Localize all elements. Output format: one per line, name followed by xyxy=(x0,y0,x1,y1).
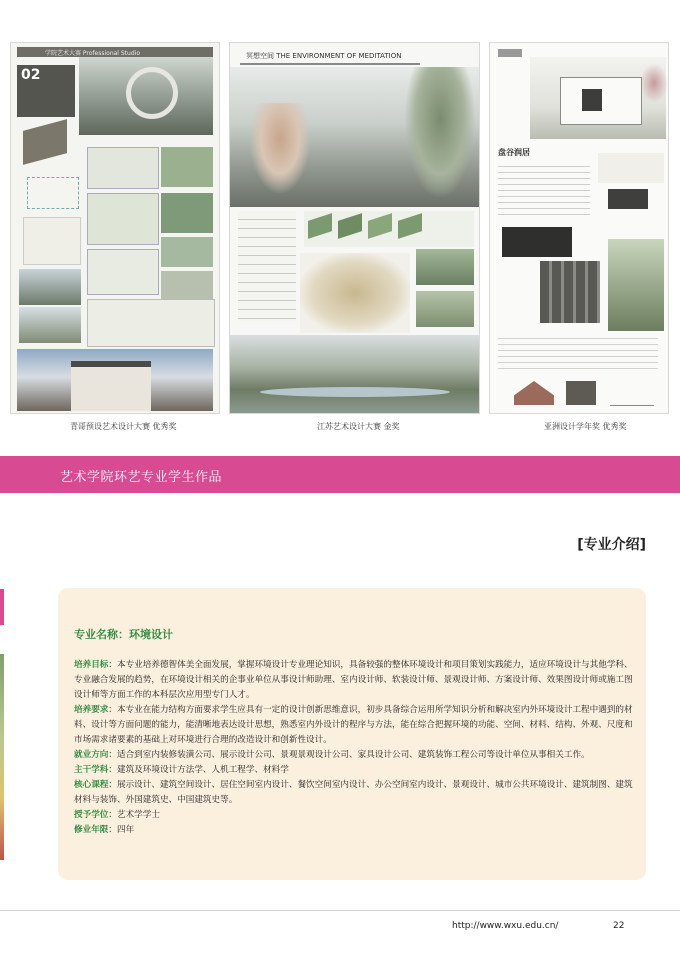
text-block-2 xyxy=(498,333,658,373)
diagram xyxy=(27,177,79,209)
intro-item xyxy=(74,748,634,763)
photo-small xyxy=(566,381,596,405)
section-band xyxy=(0,456,680,493)
photo-dark-1 xyxy=(502,227,572,257)
major-label: 专业名称： xyxy=(74,628,129,641)
major-intro-box xyxy=(58,588,646,880)
tree-canopy xyxy=(405,67,475,197)
building-shape xyxy=(71,361,151,411)
house-window xyxy=(582,89,602,111)
section-diagram xyxy=(238,211,296,321)
bamboo-render xyxy=(608,239,664,331)
item-text: 展示设计、建筑空间设计、居住空间室内设计、餐饮空间室内设计、办公空间室内设计、景观设计、城市公共环境设计、建筑制图、建筑材料与装饰、外国建筑史、中国建筑史等。 xyxy=(74,780,633,805)
section-title: [专业介绍] xyxy=(577,537,646,553)
poster-2 xyxy=(229,42,480,414)
item-label: 主干学科： xyxy=(74,765,117,775)
intro-item xyxy=(74,703,634,748)
house-thumb xyxy=(608,189,648,209)
intro-item xyxy=(74,778,634,808)
render-small-2 xyxy=(19,307,81,343)
text-block-1 xyxy=(498,161,590,217)
intro-item xyxy=(74,658,634,703)
item-text: 本专业培养德智体美全面发展，掌握环境设计专业理论知识，具备较强的整体环境设计和项目策划实践能力，适应环境设计与其他学科、专业融合发展的趋势，在环境设计相关的企事业单位从事设计师助理、室内设计师、软装设计师、景观设计师、方案设计师、效果图设计师或施工图设计师等方面工作的本科层次应用型专门人才。 xyxy=(74,660,633,700)
intro-item xyxy=(74,823,634,838)
item-text: 四年 xyxy=(116,825,135,835)
photo-1 xyxy=(161,147,213,187)
poster-3 xyxy=(489,42,669,414)
band-title: 艺术学院环艺专业学生作品 xyxy=(60,470,223,485)
site-plan xyxy=(300,253,410,333)
item-label: 核心课程： xyxy=(74,780,117,790)
footer-url-link[interactable]: http://www.wxu.edu.cn/ xyxy=(452,921,559,931)
plum-tree xyxy=(640,63,668,103)
photo-3 xyxy=(161,237,213,267)
intro-item xyxy=(74,763,634,778)
terrain-2 xyxy=(416,291,474,327)
site-model xyxy=(23,119,67,165)
item-label: 培养要求： xyxy=(74,705,117,715)
poster-title: 冥想空间 THE ENVIRONMENT OF MEDITATION xyxy=(246,52,402,60)
title-rule xyxy=(240,63,420,65)
edge-mark-image xyxy=(0,654,4,860)
wetland-render xyxy=(230,335,479,413)
edge-mark-pink xyxy=(0,589,4,625)
poster-3-caption: 亚洲设计学年奖 优秀奖 xyxy=(544,422,627,431)
map xyxy=(598,153,664,183)
page-number: 22 xyxy=(613,921,625,931)
autumn-tree xyxy=(250,103,310,193)
item-label: 培养目标： xyxy=(74,660,117,670)
poster-1 xyxy=(10,42,220,414)
moon-gate xyxy=(126,67,178,119)
elevation xyxy=(87,299,215,347)
photo-2 xyxy=(161,193,213,233)
plan-2 xyxy=(87,193,159,245)
poster-logo xyxy=(498,49,522,57)
poster-badge: 02 xyxy=(21,67,41,83)
diagram-small xyxy=(610,381,654,406)
item-label: 授予学位： xyxy=(74,810,117,820)
major-name xyxy=(74,626,173,642)
item-label: 就业方向： xyxy=(74,750,117,760)
intro-body xyxy=(74,658,634,838)
item-text: 本专业在能力结构方面要求学生应具有一定的设计创新思维意识，初步具备综合运用所学知识分析和解决室内外环境设计工程中遇到的材料、设计等方面问题的能力，能清晰地表达设计思想，熟悉室内外设计的程序与方法，能在综合把握环境的功能、空间、材料、结构、外观、尺度和市场需求诸要素的基础上对环境进行合理的改造设计和创新性设计。 xyxy=(74,705,633,745)
poster-title: 盘谷润居 xyxy=(498,148,530,157)
plan-1 xyxy=(87,147,159,189)
render-small-1 xyxy=(19,269,81,305)
terrain-1 xyxy=(416,249,474,285)
poster-header-text: 学院艺术大赛 Professional Studio xyxy=(45,50,140,57)
photo-grid xyxy=(540,261,600,323)
item-text: 艺术学学士 xyxy=(116,810,160,820)
text-panel xyxy=(23,217,81,265)
intro-item xyxy=(74,808,634,823)
item-text: 建筑及环境设计方法学、人机工程学、材料学 xyxy=(116,765,289,775)
poster-1-caption: 青哥预设艺术设计大赛 优秀奖 xyxy=(70,422,177,431)
major-value: 环境设计 xyxy=(129,628,173,641)
item-label: 修业年限： xyxy=(74,825,117,835)
water xyxy=(260,387,450,397)
pavilion xyxy=(514,381,554,405)
footer-rule xyxy=(0,910,680,911)
plan-3 xyxy=(87,249,159,295)
item-text: 适合到室内装修装潢公司、展示设计公司、景观景观设计公司、家具设计公司、建筑装饰工程公司等设计单位从事相关工作。 xyxy=(116,750,590,760)
photo-4 xyxy=(161,271,213,301)
poster-2-caption: 江苏艺术设计大赛 金奖 xyxy=(317,422,400,431)
